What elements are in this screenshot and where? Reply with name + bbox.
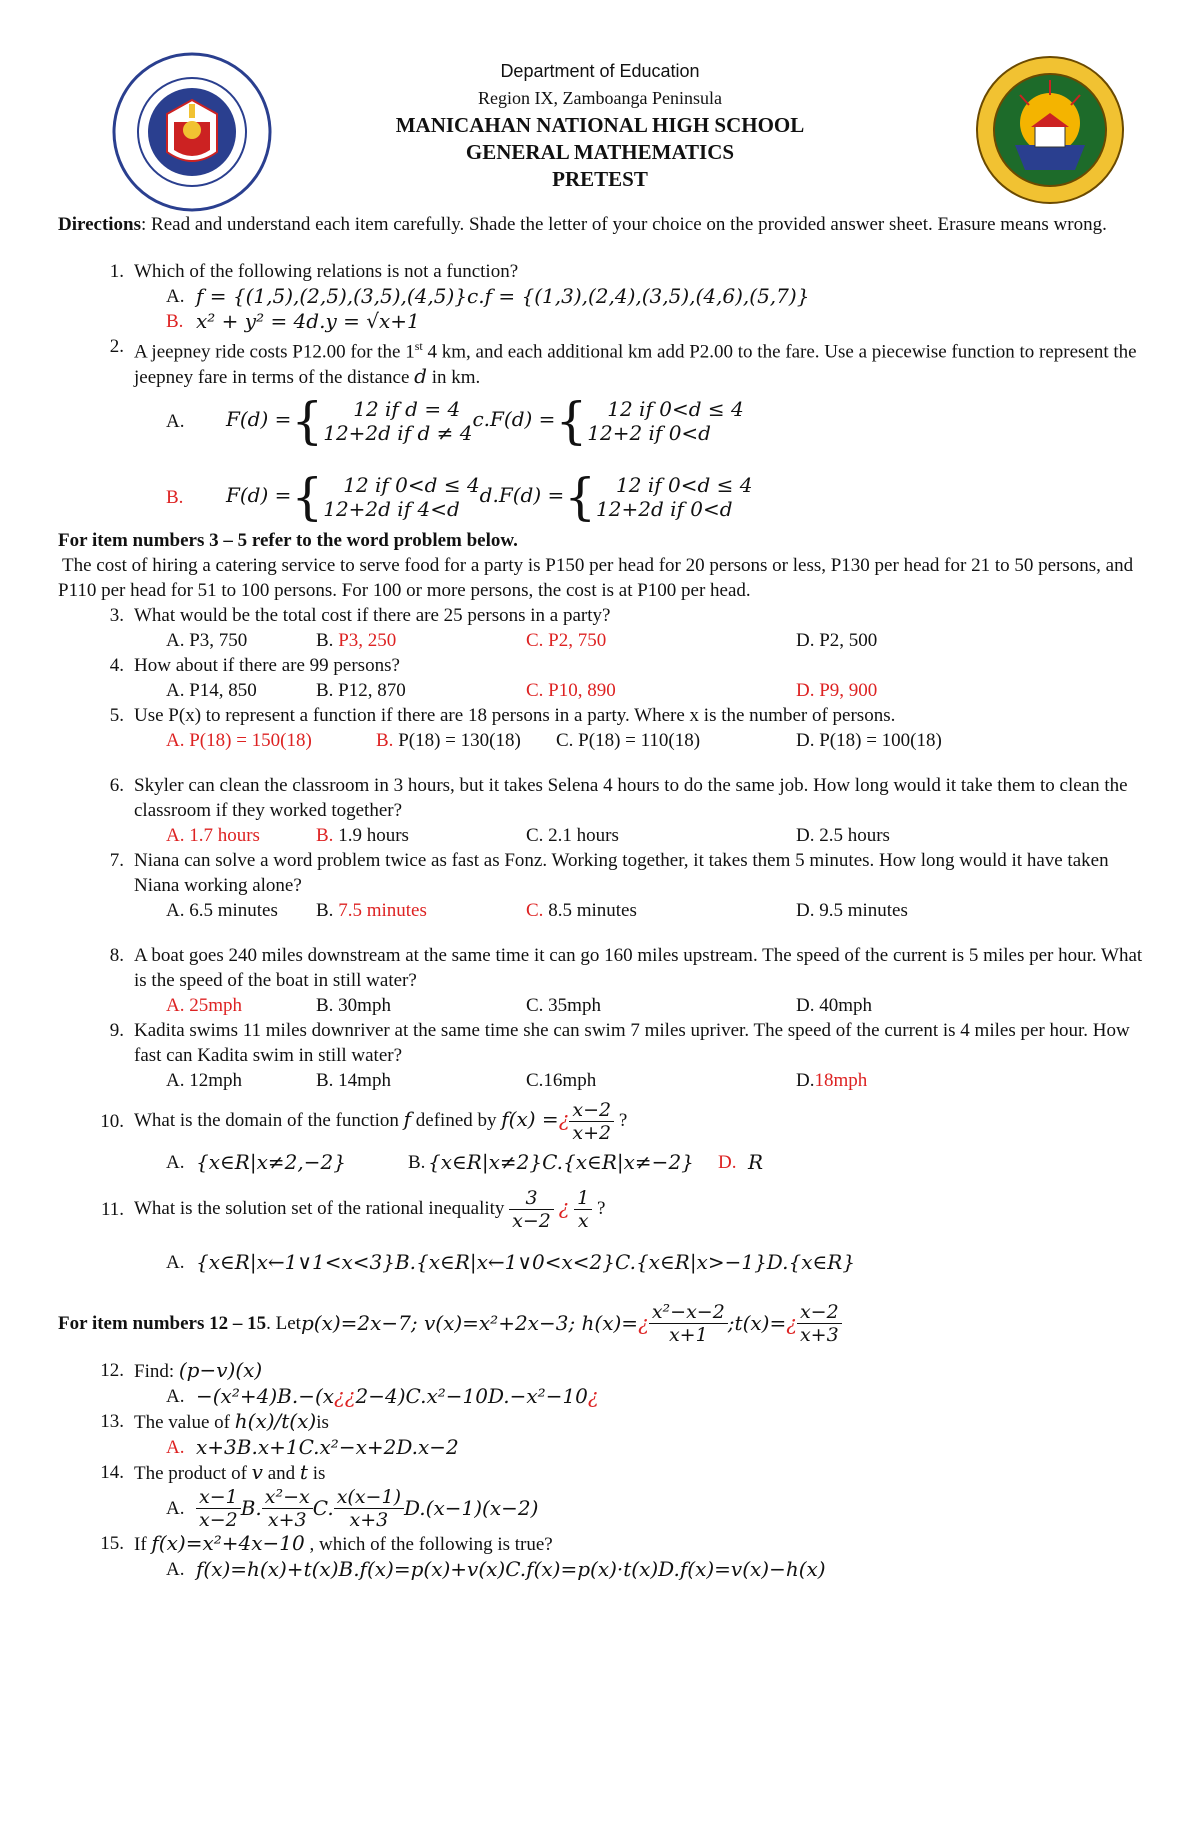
answer-option[interactable]: A. 25mph	[166, 995, 242, 1017]
question-text: Which of the following relations is not a function?	[134, 261, 519, 282]
question-9	[58, 1018, 1148, 1068]
question-number: 11.	[100, 1199, 124, 1221]
question-6	[58, 773, 1148, 823]
option-label[interactable]: B.	[408, 1152, 426, 1174]
answer-option[interactable]: C. 8.5 minutes	[526, 900, 637, 922]
answer-option[interactable]: D.18mph	[796, 1070, 868, 1092]
answer-option[interactable]: A. 6.5 minutes	[166, 900, 278, 922]
option-math: {x∈R|x≠2,−2}	[196, 1150, 346, 1175]
question-number: 12.	[100, 1360, 124, 1382]
answer-option[interactable]: B. P(18) = 130(18)	[376, 730, 521, 752]
question-5	[58, 703, 1148, 728]
option-math: f(x)=h(x)+t(x)B.f(x)=p(x)+v(x)C.f(x)=p(x)·t(x)D.f(x)=v(x)−h(x)	[196, 1557, 826, 1582]
question-7-options	[58, 898, 1148, 923]
answer-option[interactable]: C. P10, 890	[526, 680, 616, 702]
option-label[interactable]: B.	[166, 311, 184, 332]
question-number: 15.	[100, 1533, 124, 1555]
question-1-options-ac	[58, 284, 1148, 309]
piecewise-c: c.F(d) ={ 12 if 0<d ≤ 4 12+2 if 0<d	[472, 392, 744, 451]
answer-option[interactable]: D. 9.5 minutes	[796, 900, 908, 922]
answer-option[interactable]: D. P2, 500	[796, 630, 878, 652]
question-11	[58, 1187, 1148, 1232]
question-text: A jeepney ride costs P12.00 for the 1st 4 km, and each additional km add P2.00 to the fare. Use a piecewise function to represent the jeepney fare in terms of the distance d in km.	[134, 339, 1137, 389]
items-12-15-intro: For item numbers 12 – 15 . Let p(x)=2x−7; v(x)=x²+2x−3; h(x)= ¿ $\frac{\text{x²−x−2}}{x+1}$ ;t(x)= ¿ $\frac{x-2}{x+3}$	[58, 1301, 1148, 1346]
question-15	[58, 1531, 1148, 1557]
piecewise-d: d.F(d) ={ 12 if 0<d ≤ 4 12+2d if 0<d	[479, 468, 753, 527]
option-math: R	[748, 1150, 764, 1175]
question-1	[58, 259, 1148, 284]
directions-label: Directions	[58, 214, 142, 235]
question-text: Find: (p−v)(x)	[134, 1358, 263, 1383]
answer-option[interactable]: D. 2.5 hours	[796, 825, 890, 847]
question-14-options: A. $\frac{x-1}{x-2}$ B. $\frac{\text{x²−x}}{x+3}$ C. $\frac{x(x-1)}{x+3}$ D.(x−1)(x−2)	[166, 1486, 539, 1532]
question-7	[58, 848, 1148, 898]
answer-option[interactable]: B. P3, 250	[316, 630, 397, 652]
option-label[interactable]: A.	[166, 1559, 185, 1581]
question-text: Niana can solve a word problem twice as fast as Fonz. Working together, it takes them 5 minutes. How long would it have taken Niana working alone?	[134, 850, 1109, 897]
question-2-options-ac	[58, 390, 1148, 452]
option-math: −(x²+4)B.−(x¿¿2−4)C.x²−10D.−x²−10¿	[196, 1384, 599, 1409]
question-2-options-bd	[58, 466, 1148, 528]
question-4-options	[58, 678, 1148, 703]
document-header	[300, 58, 900, 193]
question-9-options	[58, 1068, 1148, 1093]
question-list	[58, 603, 1148, 1093]
question-number: 2.	[109, 336, 124, 357]
question-12	[58, 1358, 1148, 1384]
question-number: 10.	[100, 1111, 124, 1133]
option-label[interactable]: B.	[166, 486, 184, 508]
question-text: What would be the total cost if there are 25 persons in a party?	[134, 605, 611, 627]
answer-option[interactable]: C. P(18) = 110(18)	[556, 730, 701, 752]
question-text: The value of h(x)/t(x)is	[134, 1409, 329, 1434]
question-3	[58, 603, 1148, 628]
answer-option[interactable]: D. P9, 900	[796, 680, 878, 702]
question-13-options	[58, 1435, 1148, 1460]
department-name: Department of Education	[500, 61, 700, 81]
question-text: Kadita swims 11 miles downriver at the same time she can swim 7 miles upriver. The speed of the current is 4 miles per hour. How fast can Kadita swim in still water?	[134, 1020, 1130, 1067]
question-text: What is the solution set of the rational inequality $\frac{3}{x-2}$ ¿ $\frac{1}{x}$ ?	[134, 1187, 606, 1233]
question-8	[58, 943, 1148, 993]
option-math: {x∈R|x←1∨1<x<3}B.{x∈R|x←1∨0<x<2}C.{x∈R|x>−1}D.{x∈R}	[196, 1250, 856, 1275]
question-text: Skyler can clean the classroom in 3 hours, but it takes Selena 4 hours to do the same job. How long would it take them to clean the classroom if they worked together?	[134, 775, 1128, 822]
deped-seal-logo	[112, 52, 272, 212]
question-text: A boat goes 240 miles downstream at the same time it can go 160 miles upstream. The speed of the current is 5 miles per hour. What is the speed of the boat in still water?	[134, 945, 1143, 992]
question-text: How about if there are 99 persons?	[134, 655, 400, 677]
piecewise-a: F(d) ={ 12 if d = 4 12+2d if d ≠ 4	[226, 392, 473, 451]
question-number: 9.	[109, 1020, 124, 1042]
question-8-options	[58, 993, 1148, 1018]
option-math: x² + y² = 4d.y = √x+1	[196, 309, 420, 333]
question-5-options	[58, 728, 1148, 753]
answer-option[interactable]: C.16mph	[526, 1070, 597, 1092]
option-label[interactable]: A.	[166, 410, 185, 432]
piecewise-b: F(d) ={ 12 if 0<d ≤ 4 12+2d if 4<d	[226, 468, 480, 527]
answer-option[interactable]: D. 40mph	[796, 995, 872, 1017]
option-label[interactable]: A.	[166, 1498, 185, 1520]
answer-option[interactable]: B. 30mph	[316, 995, 391, 1017]
directions	[58, 212, 1148, 237]
answer-option[interactable]: C. 2.1 hours	[526, 825, 619, 847]
question-number: 5.	[109, 705, 124, 727]
items-3-5-problem: The cost of hiring a catering service to serve food for a party is P150 per head for 20 persons or less, P130 per head for 21 to 50 persons, and P110 per head for 51 to 100 persons. For 100 or more persons, the cost is at P100 per head.	[58, 555, 1134, 602]
option-math: x+3B.x+1C.x²−x+2D.x−2	[196, 1435, 459, 1460]
test-title: PRETEST	[552, 167, 648, 191]
option-math: {x∈R|x≠2}C.{x∈R|x≠−2}	[428, 1150, 694, 1175]
question-text: The product of v and t is	[134, 1460, 326, 1485]
answer-option[interactable]: D. P(18) = 100(18)	[796, 730, 942, 752]
question-3-options	[58, 628, 1148, 653]
option-label[interactable]: D.	[718, 1152, 737, 1174]
question-4	[58, 653, 1148, 678]
answer-option[interactable]: A. P3, 750	[166, 630, 248, 652]
option-label[interactable]: A.	[166, 1152, 185, 1174]
question-6-options	[58, 823, 1148, 848]
school-seal-logo	[975, 55, 1125, 205]
option-label[interactable]: A.	[166, 1252, 185, 1274]
question-number: 4.	[109, 655, 124, 677]
school-name: MANICAHAN NATIONAL HIGH SCHOOL	[395, 113, 805, 137]
question-13	[58, 1409, 1148, 1435]
option-label[interactable]: A.	[166, 1386, 185, 1408]
test-content	[58, 212, 1148, 1582]
answer-option[interactable]: B. 1.9 hours	[316, 825, 409, 847]
question-14	[58, 1460, 1148, 1486]
answer-option[interactable]: A. P(18) = 150(18)	[166, 730, 312, 752]
answer-option[interactable]: B. 7.5 minutes	[316, 900, 427, 922]
question-number: 6.	[109, 775, 124, 797]
question-number: 13.	[100, 1411, 124, 1433]
answer-option[interactable]: A. 1.7 hours	[166, 825, 260, 847]
question-number: 3.	[109, 605, 124, 627]
answer-option[interactable]: C. P2, 750	[526, 630, 607, 652]
question-12-options	[58, 1384, 1148, 1409]
question-1-options-bd	[58, 309, 1148, 334]
question-number: 1.	[109, 261, 124, 282]
answer-option[interactable]: B. P12, 870	[316, 680, 406, 702]
answer-option[interactable]: A. 12mph	[166, 1070, 242, 1092]
question-text: Use P(x) to represent a function if there are 18 persons in a party. Where x is the number of persons.	[134, 705, 896, 727]
option-math: f = {(1,5),(2,5),(3,5),(4,5)}c.f = {(1,3),(2,4),(3,5),(4,6),(5,7)}	[196, 284, 810, 308]
question-2	[58, 334, 1148, 390]
question-10	[58, 1099, 1148, 1144]
option-label[interactable]: A.	[166, 286, 185, 307]
option-label[interactable]: A.	[166, 1437, 185, 1459]
items-3-5-heading: For item numbers 3 – 5 refer to the word problem below.	[58, 530, 518, 552]
answer-option[interactable]: A. P14, 850	[166, 680, 257, 702]
question-number: 8.	[109, 945, 124, 967]
question-number: 7.	[109, 850, 124, 872]
region-name: Region IX, Zamboanga Peninsula	[478, 88, 722, 108]
directions-text: : Read and understand each item carefully. Shade the letter of your choice on the provided answer sheet. Erasure means wrong.	[141, 214, 1107, 235]
question-text: If f(x)=x²+4x−10 , which of the following is true?	[134, 1531, 553, 1556]
answer-option[interactable]: C. 35mph	[526, 995, 601, 1017]
question-number: 14.	[100, 1462, 124, 1484]
question-11-options	[58, 1250, 1148, 1275]
answer-option[interactable]: B. 14mph	[316, 1070, 391, 1092]
question-text: What is the domain of the function f defined by f(x) =¿ $\frac{x-2}{x+2}$ ?	[134, 1099, 628, 1145]
subject-name: GENERAL MATHEMATICS	[465, 140, 735, 164]
question-15-options	[58, 1557, 1148, 1582]
question-10-options	[58, 1150, 1148, 1175]
